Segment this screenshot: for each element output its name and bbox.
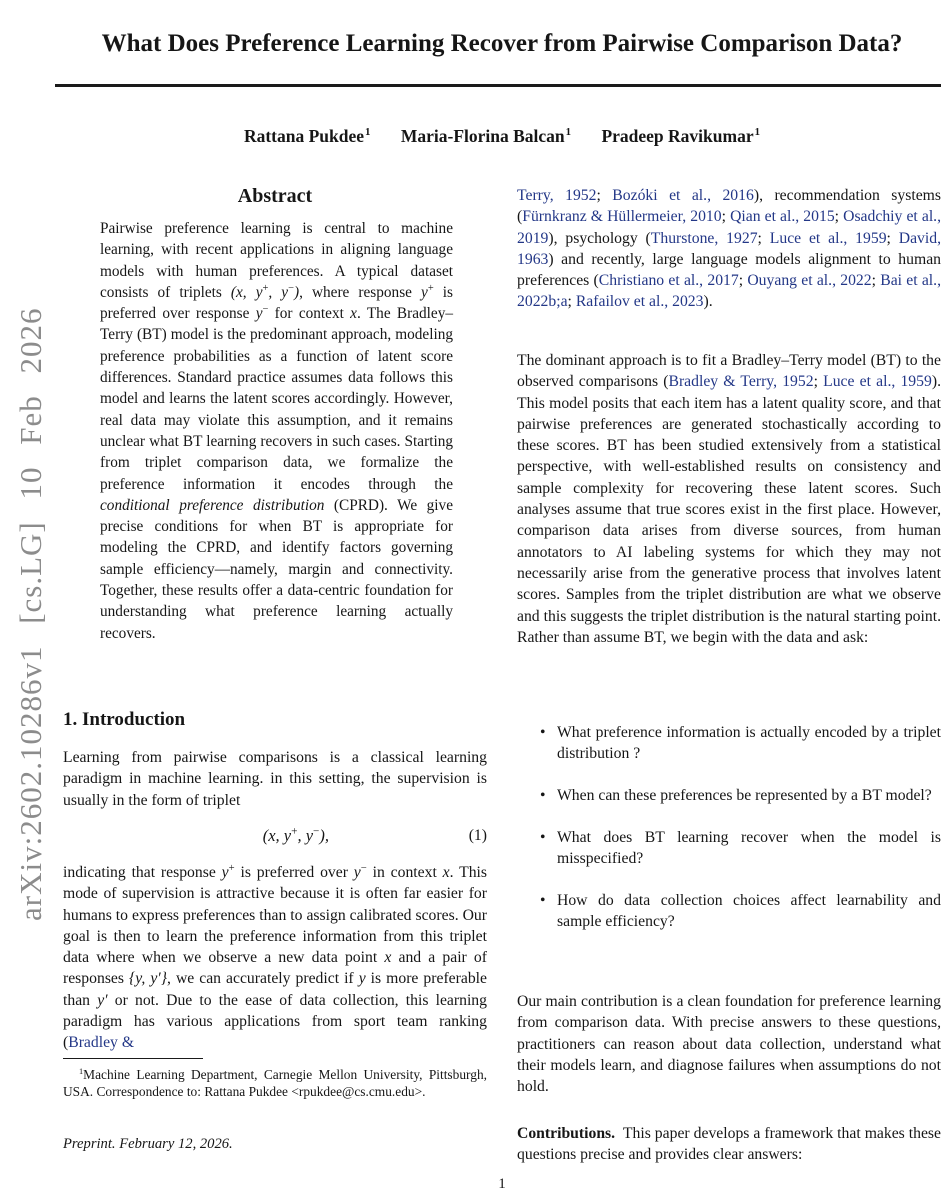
citation-link[interactable]: Bradley & Terry, 1952 xyxy=(668,373,814,391)
text-run: y xyxy=(221,864,229,881)
text-run: − xyxy=(262,304,269,316)
text-run: + xyxy=(262,282,269,294)
text-run: is preferred over xyxy=(234,864,354,881)
author-name xyxy=(601,126,760,146)
citation-link[interactable]: Christiano et al., 2017 xyxy=(598,272,739,290)
text-run: Learning from pairwise comparisons is a classical learning paradigm in machine learning. in this setting, the supervision is usually in the form of triplet xyxy=(63,749,487,809)
bullet-icon: • xyxy=(540,828,546,846)
text-run: Pairwise preference learning is central to machine learning, with recent applications in aligning language models with human preferences. A typical dataset consists of triplets xyxy=(100,220,453,301)
text-run: , where response xyxy=(299,283,422,301)
text-run: ) and recently, large language models alignment to human preferences ( xyxy=(517,250,941,290)
text-run: − xyxy=(313,825,320,838)
list-item xyxy=(540,827,941,870)
text-run: x xyxy=(442,864,450,881)
text-run: − xyxy=(288,282,294,294)
text-run: ; xyxy=(721,208,731,226)
text-run: Contributions. xyxy=(517,1125,616,1142)
text-run: or not. Due to the ease of data collection, this learning paradigm has various applications from sport team ranking ( xyxy=(63,991,487,1052)
text-run: ; xyxy=(596,187,613,204)
section-heading-introduction: 1. Introduction xyxy=(63,709,186,730)
text-run: Pradeep Ravikumar xyxy=(601,126,754,146)
bullet-icon: • xyxy=(540,724,546,741)
text-run: ; xyxy=(813,373,824,391)
text-run: x xyxy=(350,305,357,323)
intro-paragraph-2 xyxy=(63,862,487,1054)
list-item-text xyxy=(557,785,941,806)
citation-link[interactable]: Terry, 1952 xyxy=(517,187,597,204)
citation-link[interactable]: Luce et al., 1959 xyxy=(823,373,932,391)
text-run: Our main contribution is a clean foundation for preference learning from comparison data. With precise answers to these questions, practitioners can reason about data collection, understand what their models learn, and diagnose failures when assumptions do not hold. xyxy=(517,993,941,1096)
text-run: (x, y xyxy=(230,283,263,301)
equation-number: (1) xyxy=(468,827,487,844)
text-run: 1 xyxy=(754,126,761,139)
text-run: ; xyxy=(834,208,844,226)
text-run: y xyxy=(353,864,361,881)
text-run: y′ xyxy=(97,991,108,1009)
text-run: ; xyxy=(567,293,576,311)
text-run: and a pair of responses xyxy=(63,949,488,988)
text-run: ). This model posits that each item has a latent quality score, and that pairwise preferences are generated stochastically according to these scores. BT has been studied extensively from a statistical perspective, with well-established results on consistency and sample complexity for recovering these latent scores. Such analyses assume that true scores exist in the first place. However, comparison data arises from diverse sources, from human annotators to AI labeling systems for which they may not necessarily arise from the generative process that involves latent scores. Samples from the triplet distribution are what we observe and this suggests the triplet distribution is the natural starting point. Rather than assume BT, we begin with the data and ask: xyxy=(517,373,941,646)
bt-model-paragraph xyxy=(517,350,941,648)
citation-link[interactable]: Bai et al., 2022b;a xyxy=(517,272,942,311)
text-run: y xyxy=(421,283,428,301)
text-run: + xyxy=(228,861,235,874)
text-run: + xyxy=(427,282,434,294)
equation-expression xyxy=(63,826,469,846)
text-run: Machine Learning Department, Carnegie Mellon University, Pittsburgh, USA. Correspondence to: Rattana Pukdee <rpukdee@cs.cmu.edu>. xyxy=(63,1067,487,1100)
text-run: , y xyxy=(297,826,314,845)
abstract-heading: Abstract xyxy=(237,185,313,207)
citation-link[interactable]: Fürnkranz & Hüllermeier, 2010 xyxy=(522,208,722,226)
footnote-divider xyxy=(63,1058,203,1059)
text-run: is more preferable than xyxy=(63,970,487,1009)
bullet-icon: • xyxy=(540,787,546,805)
text-run: Rattana Pukdee xyxy=(243,126,365,146)
text-run: What preference information is actually encoded by a triplet distribution ? xyxy=(557,724,941,763)
citation-link[interactable]: Ouyang et al., 2022 xyxy=(747,272,872,290)
page-number: 1 xyxy=(498,1176,506,1192)
text-run: indicating that response xyxy=(63,864,222,881)
right-column xyxy=(517,185,941,1200)
arxiv-watermark: arXiv:2602.10286v1 [cs.LG] 10 Feb 2026 xyxy=(13,307,48,921)
list-item xyxy=(540,890,941,933)
text-run: in context xyxy=(366,864,443,881)
text-run: conditional preference distribution xyxy=(100,496,325,514)
author-name xyxy=(244,126,371,146)
text-run: ) xyxy=(293,283,300,301)
text-run: for context xyxy=(268,305,351,323)
research-questions-list xyxy=(517,722,941,953)
text-run: {y, y′} xyxy=(129,970,167,988)
text-run: ), recommendation systems ( xyxy=(517,187,941,226)
text-run: How do data collection choices affect learnability and sample efficiency? xyxy=(557,891,941,931)
list-item xyxy=(540,722,941,765)
bullet-icon: • xyxy=(540,891,546,909)
citation-link[interactable]: Bradley & xyxy=(68,1034,135,1052)
text-run: 1 xyxy=(365,126,371,139)
citation-link[interactable]: Qian et al., 2015 xyxy=(730,208,835,226)
left-column xyxy=(63,185,487,1200)
text-run: What does BT learning recover when the model is misspecified? xyxy=(557,828,941,868)
text-run: + xyxy=(291,825,298,838)
text-run: ), psychology ( xyxy=(548,229,651,247)
text-run: , y xyxy=(268,283,289,301)
contribution-paragraph xyxy=(517,991,941,1097)
text-run: This paper develops a framework that makes these questions precise and provides clear answers: xyxy=(517,1125,941,1164)
citation-link[interactable]: Luce et al., 1959 xyxy=(769,229,887,247)
list-item-text xyxy=(557,890,941,933)
text-run: ; xyxy=(738,272,748,290)
text-run: ). xyxy=(703,293,713,311)
text-run: 1 xyxy=(79,1066,84,1076)
text-run: ; xyxy=(757,229,770,247)
text-run: , we can accurately predict if xyxy=(167,970,359,988)
equation-1 xyxy=(63,826,487,846)
text-run: When can these preferences be represented by a BT model? xyxy=(557,787,932,805)
citation-link[interactable]: David, 1963 xyxy=(517,229,942,268)
text-run: is preferred over response xyxy=(100,283,453,323)
list-item xyxy=(540,785,941,806)
list-item-text xyxy=(557,722,941,765)
text-run: y xyxy=(358,970,366,988)
text-run: y xyxy=(255,305,263,323)
citation-link[interactable]: Thurstone, 1927 xyxy=(650,229,758,247)
list-item-text xyxy=(557,827,941,870)
contributions-paragraph xyxy=(517,1123,941,1166)
text-run: Maria-Florina Balcan xyxy=(400,126,565,146)
text-run: ; xyxy=(871,272,881,290)
citation-link[interactable]: Osadchiy et al., 2019 xyxy=(517,208,942,247)
text-run: − xyxy=(360,861,367,874)
affiliation-footnote xyxy=(63,1066,487,1101)
citation-link[interactable]: Bozóki et al., 2016 xyxy=(612,187,754,204)
paper-title: What Does Preference Learning Recover from Pairwise Comparison Data? xyxy=(101,30,903,57)
intro-paragraph-1 xyxy=(63,747,487,811)
text-run: ; xyxy=(886,229,899,247)
text-run: 1 xyxy=(565,126,572,139)
citation-link[interactable]: Rafailov et al., 2023 xyxy=(575,293,704,311)
title-divider xyxy=(55,84,941,87)
author-name xyxy=(401,126,571,146)
text-run: x xyxy=(384,949,392,967)
text-run: . The Bradley–Terry (BT) model is the predominant approach, modeling preference probabilities as a function of latent score differences. Standard practice assumes data follows this model and learns the latent scores accordingly. However, real data may violate this assumption, and it remains unclear what BT learning recovers in such cases. Starting from triplet comparison data, we formalize the preference information it encodes through the xyxy=(100,305,453,493)
preprint-note: Preprint. February 12, 2026. xyxy=(63,1136,233,1152)
citations-paragraph xyxy=(517,185,941,313)
text-run: ), xyxy=(319,826,329,845)
abstract-body xyxy=(63,218,487,644)
text-run: (x, y xyxy=(262,826,292,845)
author-line xyxy=(63,126,941,147)
text-run: The dominant approach is to fit a Bradley–Terry model (BT) to the observed comparisons ( xyxy=(517,352,941,391)
text-run: . This mode of supervision is attractive because it is often far easier for humans to express preferences than to assign calibrated scores. Our goal is then to learn the preference information from this triplet data where when we observe a new data point xyxy=(63,864,488,967)
text-run: (CPRD). We give precise conditions for when BT is appropriate for modeling the CPRD, and identify factors governing sample efficiency—namely, margin and connectivity. Together, these results offer a data-centric foundation for understanding what preference learning actually recovers. xyxy=(100,496,453,642)
